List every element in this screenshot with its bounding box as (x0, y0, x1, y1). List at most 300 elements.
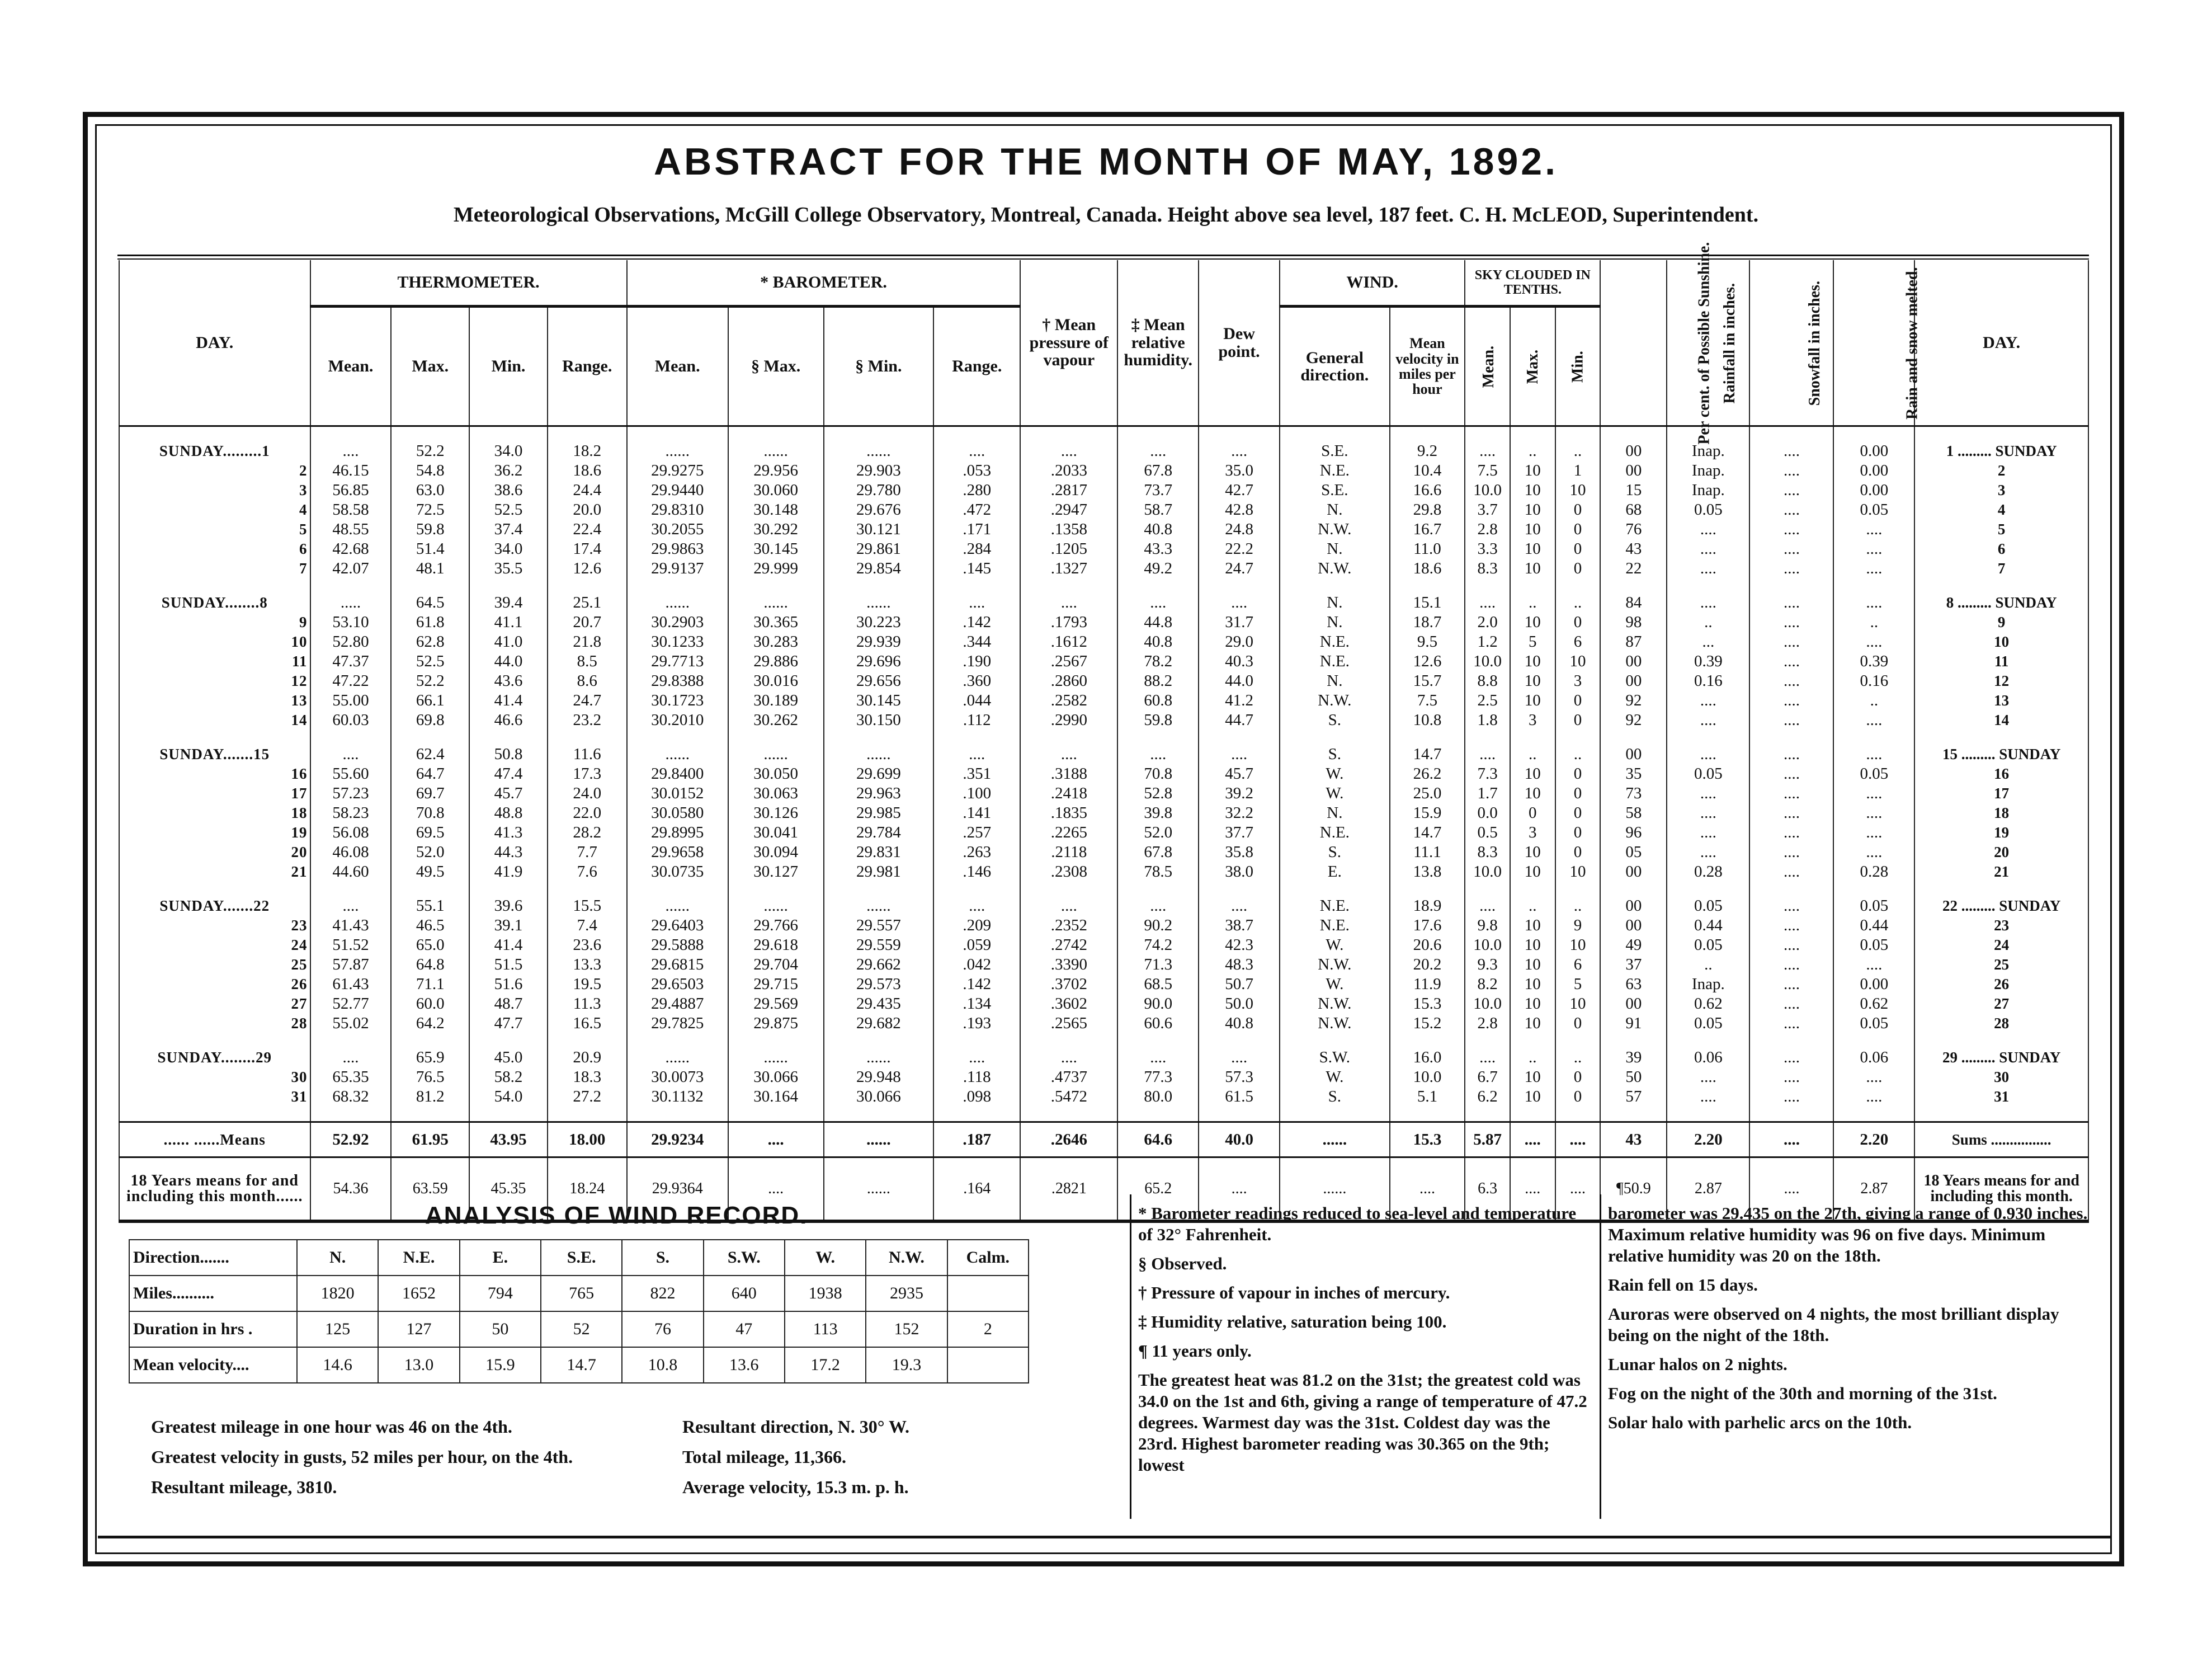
cell-ss: 68 (1600, 500, 1667, 520)
cell-rf: 0.06 (1667, 1048, 1749, 1067)
cell-sf: .... (1749, 955, 1833, 975)
day-label: 6 (119, 539, 310, 559)
cell-br: .472 (933, 500, 1020, 520)
cell-tx: 49.5 (391, 862, 469, 882)
cell-vp: .2582 (1020, 691, 1117, 710)
cell-vp: .1205 (1020, 539, 1117, 559)
gap-cell (627, 1107, 728, 1122)
cell-ss: 58 (1600, 803, 1667, 823)
cell-hu: 52.0 (1117, 823, 1199, 843)
cell-sf: .... (1749, 559, 1833, 578)
cell-sx: .... (1510, 1122, 1555, 1157)
cell-wv: 16.6 (1390, 481, 1465, 500)
cell-ss: 76 (1600, 520, 1667, 539)
cell-tx: 52.0 (391, 843, 469, 862)
table-row (119, 710, 2088, 730)
wind-value-cell: 50 (460, 1311, 541, 1347)
day-label-right: 25 (1914, 955, 2088, 975)
wind-value-cell: 125 (297, 1311, 378, 1347)
cell-sx: 10 (1510, 461, 1555, 481)
cell-br: .134 (933, 994, 1020, 1014)
cell-tr: 17.3 (548, 764, 627, 784)
row-label: Miles.......... (129, 1276, 297, 1311)
thermometer-header: THERMOMETER. (310, 260, 627, 307)
cell-tn: 58.2 (469, 1067, 548, 1087)
cell-wv: 11.0 (1390, 539, 1465, 559)
cell-wv: 25.0 (1390, 784, 1465, 803)
cell-sn: 10 (1555, 935, 1601, 955)
cell-wd: N.E. (1280, 823, 1390, 843)
cell-dp: 35.8 (1199, 843, 1280, 862)
cell-tr: 16.5 (548, 1014, 627, 1033)
cell-bx: .... (728, 1157, 824, 1222)
cell-vp: .... (1020, 441, 1117, 461)
cell-dp: .... (1199, 1048, 1280, 1067)
gap-cell (119, 1107, 310, 1122)
gap-cell (627, 882, 728, 896)
wind-note: Resultant mileage, 3810. (151, 1477, 337, 1497)
cell-sm: 2.8 (1465, 520, 1510, 539)
cell-wv: .... (1390, 1157, 1465, 1222)
cell-sm: 10.0 (1465, 652, 1510, 671)
cell-rs: .... (1833, 539, 1914, 559)
gap-cell (1914, 426, 2088, 442)
cell-sn: 0 (1555, 1087, 1601, 1107)
cell-rs: 0.28 (1833, 862, 1914, 882)
cell-tx: 46.5 (391, 916, 469, 935)
cell-bn: ...... (824, 1048, 934, 1067)
cell-bm: 29.9658 (627, 843, 728, 862)
wind-value-cell: 113 (785, 1311, 866, 1347)
cell-tm: 55.00 (310, 691, 392, 710)
direction-cell: W. (785, 1240, 866, 1276)
gap-cell (1199, 882, 1280, 896)
cell-ss: 96 (1600, 823, 1667, 843)
cell-sx: 10 (1510, 520, 1555, 539)
cell-wv: 5.1 (1390, 1087, 1465, 1107)
cell-rs: .... (1833, 745, 1914, 764)
wind-value-cell: 10.8 (622, 1347, 703, 1383)
cell-sf: .... (1749, 1157, 1833, 1222)
cell-tr: 8.6 (548, 671, 627, 691)
cell-sm: 3.7 (1465, 500, 1510, 520)
cell-br: .209 (933, 916, 1020, 935)
cell-tn: 36.2 (469, 461, 548, 481)
cell-rs: .... (1833, 1087, 1914, 1107)
wind-value-cell: 1820 (297, 1276, 378, 1311)
cell-rs: .... (1833, 710, 1914, 730)
cell-wd: N.W. (1280, 955, 1390, 975)
cell-dp: 40.8 (1199, 1014, 1280, 1033)
cell-tx: 69.7 (391, 784, 469, 803)
cell-wd: N. (1280, 671, 1390, 691)
cell-rs: 2.87 (1833, 1157, 1914, 1222)
gap-cell (1465, 1107, 1510, 1122)
cell-sn: 1 (1555, 461, 1601, 481)
gap-cell (1465, 426, 1510, 442)
cell-sf: .... (1749, 691, 1833, 710)
cell-wv: 18.6 (1390, 559, 1465, 578)
cell-bx: 30.148 (728, 500, 824, 520)
wind-value-cell: 47 (704, 1311, 785, 1347)
table-row (119, 896, 2088, 916)
cell-bm: 29.9234 (627, 1122, 728, 1157)
cell-ss: 22 (1600, 559, 1667, 578)
wind-value-cell: 13.0 (378, 1347, 459, 1383)
cell-tn: 44.3 (469, 843, 548, 862)
week-gap (119, 730, 2088, 745)
gap-cell (1390, 882, 1465, 896)
cell-tn: 41.1 (469, 613, 548, 632)
cell-rs: .... (1833, 784, 1914, 803)
cell-tm: 68.32 (310, 1087, 392, 1107)
cell-br: .360 (933, 671, 1020, 691)
gap-cell (1020, 426, 1117, 442)
day-label-right: Sums ................ (1914, 1122, 2088, 1157)
gap-cell (1199, 578, 1280, 593)
gap-cell (1749, 882, 1833, 896)
gap-cell (1117, 1033, 1199, 1048)
gap-cell (728, 578, 824, 593)
cell-bn: 29.696 (824, 652, 934, 671)
cell-tx: 63.59 (391, 1157, 469, 1222)
table-row (119, 862, 2088, 882)
cell-vp: .5472 (1020, 1087, 1117, 1107)
wind-value-cell: 2 (947, 1311, 1029, 1347)
cell-tn: 41.3 (469, 823, 548, 843)
cell-rs: 0.05 (1833, 935, 1914, 955)
gap-cell (1117, 426, 1199, 442)
cell-bx: 29.704 (728, 955, 824, 975)
cell-ss: ¶50.9 (1600, 1157, 1667, 1222)
cell-rs: .... (1833, 803, 1914, 823)
cell-bm: 30.2010 (627, 710, 728, 730)
cell-rf: .... (1667, 691, 1749, 710)
day-label-right: 15 ......... SUNDAY (1914, 745, 2088, 764)
cell-sf: .... (1749, 862, 1833, 882)
cell-sf: .... (1749, 1067, 1833, 1087)
gap-cell (469, 1107, 548, 1122)
cell-bn: 29.903 (824, 461, 934, 481)
cell-bm: ...... (627, 1048, 728, 1067)
cell-tm: 57.23 (310, 784, 392, 803)
cell-dp: 37.7 (1199, 823, 1280, 843)
direction-cell: N.E. (378, 1240, 459, 1276)
cell-bn: 29.676 (824, 500, 934, 520)
cell-rf: .... (1667, 784, 1749, 803)
sky-max-header: Max. (1510, 307, 1555, 426)
cell-tn: 45.35 (469, 1157, 548, 1222)
cell-bm: 29.4887 (627, 994, 728, 1014)
cell-tr: 11.6 (548, 745, 627, 764)
cell-tm: 65.35 (310, 1067, 392, 1087)
cell-rf: Inap. (1667, 481, 1749, 500)
cell-rf: Inap. (1667, 975, 1749, 994)
cell-rf: Inap. (1667, 441, 1749, 461)
cell-hu: 67.8 (1117, 843, 1199, 862)
cell-bn: 29.861 (824, 539, 934, 559)
gap-cell (1914, 1033, 2088, 1048)
table-row (119, 691, 2088, 710)
cell-wd: N.E. (1280, 461, 1390, 481)
cell-tr: 7.4 (548, 916, 627, 935)
cell-tm: 42.07 (310, 559, 392, 578)
cell-sx: 10 (1510, 843, 1555, 862)
cell-sx: 5 (1510, 632, 1555, 652)
cell-hu: 90.0 (1117, 994, 1199, 1014)
gap-cell (728, 1033, 824, 1048)
cell-sf: .... (1749, 441, 1833, 461)
cell-ss: 50 (1600, 1067, 1667, 1087)
cell-vp: .2308 (1020, 862, 1117, 882)
cell-sx: .... (1510, 1157, 1555, 1222)
column-divider (1130, 1194, 1131, 1519)
header-rule (117, 255, 2089, 256)
cell-sf: .... (1749, 632, 1833, 652)
day-header: DAY. (119, 260, 310, 426)
cell-hu: 60.6 (1117, 1014, 1199, 1033)
day-label: 18 (119, 803, 310, 823)
cell-sm: 0.0 (1465, 803, 1510, 823)
cell-sn: 0 (1555, 500, 1601, 520)
cell-bn: 29.559 (824, 935, 934, 955)
day-label: SUNDAY.......15 (119, 745, 310, 764)
cell-bm: 29.8310 (627, 500, 728, 520)
cell-sm: 8.3 (1465, 559, 1510, 578)
cell-tn: 48.8 (469, 803, 548, 823)
day-label-right: 12 (1914, 671, 2088, 691)
gap-cell (1555, 730, 1601, 745)
cell-bn: ...... (824, 1122, 934, 1157)
cell-tx: 72.5 (391, 500, 469, 520)
day-label: 5 (119, 520, 310, 539)
day-label-right: 1 ......... SUNDAY (1914, 441, 2088, 461)
wind-data-row (129, 1276, 1029, 1311)
cell-bm: 30.1723 (627, 691, 728, 710)
cell-sn: 10 (1555, 994, 1601, 1014)
cell-br: .100 (933, 784, 1020, 803)
cell-tx: 65.0 (391, 935, 469, 955)
cell-sf: .... (1749, 745, 1833, 764)
wind-analysis-table (129, 1239, 1029, 1383)
day-label-right: 11 (1914, 652, 2088, 671)
cell-tm: 61.43 (310, 975, 392, 994)
vapour-header: † Mean pressure of vapour (1020, 260, 1117, 426)
table-row (119, 593, 2088, 613)
cell-wv: 15.1 (1390, 593, 1465, 613)
therm-min-header: Min. (469, 307, 548, 426)
cell-rs: 0.00 (1833, 441, 1914, 461)
day-label-right: 18 Years means for and including this month. (1914, 1157, 2088, 1222)
wind-value-cell: 1938 (785, 1276, 866, 1311)
cell-tx: 61.95 (391, 1122, 469, 1157)
direction-cell: N. (297, 1240, 378, 1276)
table-row (119, 916, 2088, 935)
cell-bm: 29.8400 (627, 764, 728, 784)
day-label-right: 28 (1914, 1014, 2088, 1033)
cell-tm: 46.08 (310, 843, 392, 862)
cell-br: .280 (933, 481, 1020, 500)
cell-bm: 30.0735 (627, 862, 728, 882)
cell-sx: 10 (1510, 994, 1555, 1014)
cell-tm: 60.03 (310, 710, 392, 730)
day-label-right: 29 ......... SUNDAY (1914, 1048, 2088, 1067)
cell-bm: ...... (627, 593, 728, 613)
table-row (119, 632, 2088, 652)
cell-sm: 9.3 (1465, 955, 1510, 975)
cell-tm: 51.52 (310, 935, 392, 955)
wind-value-cell: 17.2 (785, 1347, 866, 1383)
cell-bn: 29.557 (824, 916, 934, 935)
baro-max-header: § Max. (728, 307, 824, 426)
cell-hu: 52.8 (1117, 784, 1199, 803)
cell-vp: .2118 (1020, 843, 1117, 862)
gap-cell (1667, 1033, 1749, 1048)
cell-sx: 10 (1510, 559, 1555, 578)
cell-wv: 9.5 (1390, 632, 1465, 652)
rain-snow-header: Rain and snow melted. (1833, 260, 1914, 426)
gap-cell (933, 882, 1020, 896)
cell-bn: 30.066 (824, 1087, 934, 1107)
wind-header: WIND. (1280, 260, 1465, 307)
cell-rf: 0.39 (1667, 652, 1749, 671)
cell-br: .053 (933, 461, 1020, 481)
cell-tn: 45.7 (469, 784, 548, 803)
direction-cell: S. (622, 1240, 703, 1276)
cell-sf: .... (1749, 843, 1833, 862)
gap-cell (469, 1033, 548, 1048)
cell-tr: 18.00 (548, 1122, 627, 1157)
cell-br: .098 (933, 1087, 1020, 1107)
table-row (119, 652, 2088, 671)
gap-cell (627, 426, 728, 442)
wind-velocity-header: Mean velocity in miles per hour (1390, 307, 1465, 426)
cell-br: .059 (933, 935, 1020, 955)
cell-sm: 6.3 (1465, 1157, 1510, 1222)
cell-bn: 29.831 (824, 843, 934, 862)
cell-rs: 2.20 (1833, 1122, 1914, 1157)
wind-data-row (129, 1347, 1029, 1383)
cell-sm: 6.2 (1465, 1087, 1510, 1107)
cell-dp: 41.2 (1199, 691, 1280, 710)
table-row (119, 539, 2088, 559)
cell-sm: 2.5 (1465, 691, 1510, 710)
cell-sn: 0 (1555, 1014, 1601, 1033)
day-label: 18 Years means for and including this month...... (119, 1157, 310, 1222)
cell-vp: .1835 (1020, 803, 1117, 823)
cell-sx: 10 (1510, 862, 1555, 882)
cell-wd: N. (1280, 539, 1390, 559)
cell-tx: 81.2 (391, 1087, 469, 1107)
cell-dp: 31.7 (1199, 613, 1280, 632)
cell-vp: .2990 (1020, 710, 1117, 730)
cell-tm: 52.92 (310, 1122, 392, 1157)
cell-dp: 42.7 (1199, 481, 1280, 500)
cell-hu: 65.2 (1117, 1157, 1199, 1222)
cell-wd: N.W. (1280, 520, 1390, 539)
gap-cell (1914, 882, 2088, 896)
cell-ss: 91 (1600, 1014, 1667, 1033)
cell-dp: 35.0 (1199, 461, 1280, 481)
cell-bx: 29.766 (728, 916, 824, 935)
cell-rs: 0.00 (1833, 975, 1914, 994)
cell-sf: .... (1749, 613, 1833, 632)
cell-bn: 29.963 (824, 784, 934, 803)
cell-tx: 61.8 (391, 613, 469, 632)
cell-bm: 29.9364 (627, 1157, 728, 1222)
cell-dp: 44.7 (1199, 710, 1280, 730)
day-label: 26 (119, 975, 310, 994)
gap-cell (391, 1107, 469, 1122)
cell-tx: 64.7 (391, 764, 469, 784)
cell-tn: 45.0 (469, 1048, 548, 1067)
row-label: Duration in hrs . (129, 1311, 297, 1347)
cell-tx: 54.8 (391, 461, 469, 481)
cell-rf: .... (1667, 803, 1749, 823)
cell-ss: 92 (1600, 691, 1667, 710)
gap-cell (469, 578, 548, 593)
cell-vp: .... (1020, 1048, 1117, 1067)
cell-rf: 0.05 (1667, 896, 1749, 916)
cell-hu: 90.2 (1117, 916, 1199, 935)
dew-point-header: Dew point. (1199, 260, 1280, 426)
cell-bn: 29.573 (824, 975, 934, 994)
cell-bx: 30.060 (728, 481, 824, 500)
cell-ss: 15 (1600, 481, 1667, 500)
cell-rf: .... (1667, 593, 1749, 613)
day-label-right: 23 (1914, 916, 2088, 935)
cell-tn: 43.95 (469, 1122, 548, 1157)
cell-tm: 55.02 (310, 1014, 392, 1033)
cell-bx: 29.618 (728, 935, 824, 955)
day-label: 13 (119, 691, 310, 710)
gap-cell (1600, 882, 1667, 896)
cell-tx: 62.4 (391, 745, 469, 764)
gap-cell (1667, 1107, 1749, 1122)
day-label: 28 (119, 1014, 310, 1033)
cell-wd: W. (1280, 1067, 1390, 1087)
gap-cell (391, 730, 469, 745)
cell-wd: N.W. (1280, 1014, 1390, 1033)
cell-wd: S. (1280, 843, 1390, 862)
cell-wd: W. (1280, 975, 1390, 994)
table-row (119, 955, 2088, 975)
gap-cell (1117, 578, 1199, 593)
cell-tm: 53.10 (310, 613, 392, 632)
cell-sn: 0 (1555, 803, 1601, 823)
gap-cell (1465, 578, 1510, 593)
gap-cell (119, 730, 310, 745)
means-row (119, 1122, 2088, 1157)
cell-hu: .... (1117, 745, 1199, 764)
cell-bn: ...... (824, 441, 934, 461)
day-label: 19 (119, 823, 310, 843)
day-label: 7 (119, 559, 310, 578)
cell-bm: 29.7825 (627, 1014, 728, 1033)
cell-tr: 7.7 (548, 843, 627, 862)
cell-rf: 0.05 (1667, 764, 1749, 784)
observations-table (119, 242, 2089, 1223)
cell-sf: .... (1749, 935, 1833, 955)
cell-hu: 60.8 (1117, 691, 1199, 710)
cell-tm: 52.80 (310, 632, 392, 652)
cell-bn: 29.780 (824, 481, 934, 500)
cell-sx: 3 (1510, 823, 1555, 843)
cell-bx: 30.164 (728, 1087, 824, 1107)
cell-vp: .3602 (1020, 994, 1117, 1014)
cell-bm: 30.1233 (627, 632, 728, 652)
cell-tr: 24.7 (548, 691, 627, 710)
